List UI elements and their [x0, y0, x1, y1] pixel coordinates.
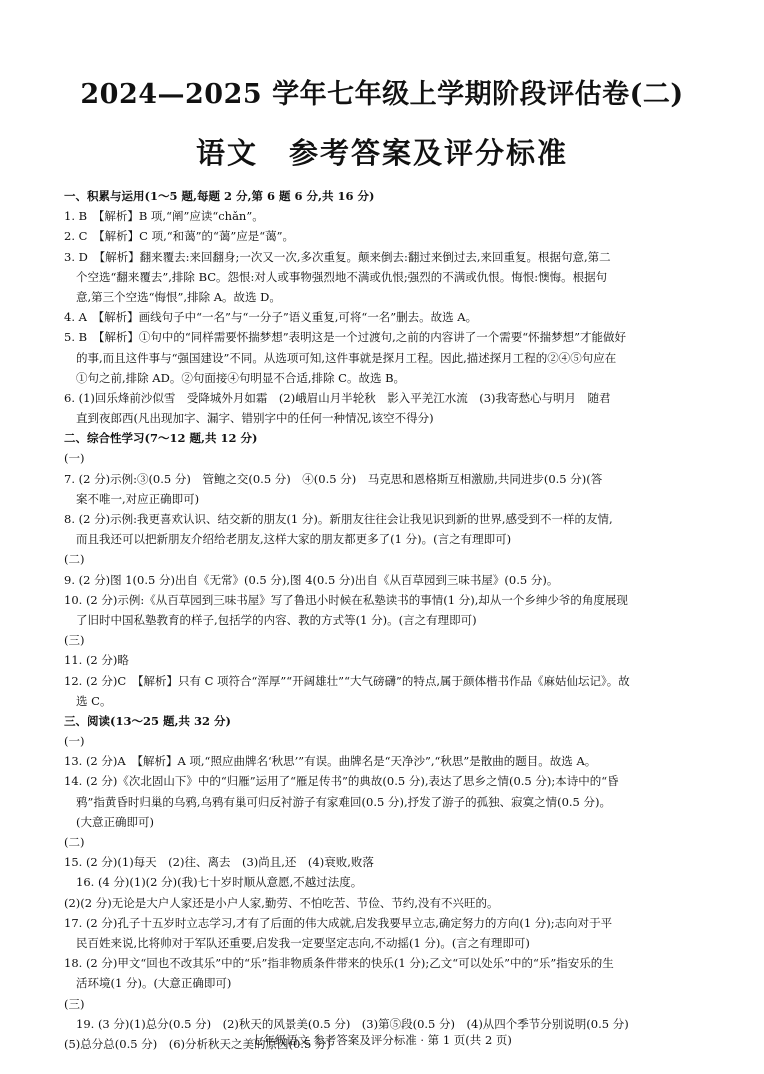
answer-line: 17. (2 分)孔子十五岁时立志学习,才有了后面的伟大成就,启发我要早立志,确定努力的方向(1 分);志向对于平 [64, 915, 613, 930]
section-heading: 三、阅读(13～25 题,共 32 分) [64, 713, 231, 728]
answer-line: 7. (2 分)示例:③(0.5 分) 管鲍之交(0.5 分) ④(0.5 分) 马克思和恩格斯互相激励,共同进步(0.5 分)(答 [64, 471, 603, 486]
answer-line: 2. C 【解析】C 项,“和蔼”的“蔼”应是“蔼”。 [64, 229, 295, 244]
answer-line: 鸦”指黄昏时归巢的乌鸦,乌鸦有巢可归反衬游子有家难回(0.5 分),抒发了游子的孤独、寂寞之情(0.5 分)。 [76, 794, 612, 809]
answer-line: 6. (1)回乐烽前沙似雪 受降城外月如霜 (2)峨眉山月半轮秋 影入平羌江水流 (3)我寄愁心与明月 随君 [64, 390, 611, 405]
answer-line: (三) [64, 996, 85, 1011]
answer-line: 4. A 【解析】画线句子中“一名”与“一分子”语义重复,可将“一名”删去。故选 A。 [64, 310, 478, 325]
answer-line: 18. (2 分)甲文“回也不改其乐”中的“乐”指非物质条件带来的快乐(1 分);乙文“可以处乐”中的“乐”指安乐的生 [64, 956, 614, 971]
answer-line: (二) [64, 552, 85, 567]
page-title: 2024—2025 学年七年级上学期阶段评估卷(二) [80, 79, 684, 110]
answer-line: (二) [64, 835, 85, 849]
answer-line: 而且我还可以把新朋友介绍给老朋友,这样大家的朋友都更多了(1 分)。(言之有理即可) [76, 532, 512, 547]
answer-line: (5)总分总(0.5 分) (6)分析秋天之美的原因(0.5 分) [64, 1036, 331, 1051]
answer-line: 案不唯一,对应正确即可) [76, 491, 200, 506]
answer-line: 选 C。 [76, 693, 112, 708]
answer-body [64, 186, 720, 1054]
answer-line: 3. D 【解析】翻来覆去:来回翻身;一次又一次,多次重复。颠来倒去:翻过来倒过去,来回重复。根据句意,第二 [64, 249, 611, 264]
answer-line: (2)(2 分)无论是大户人家还是小户人家,勤劳、不怕吃苦、节俭、节约,没有不兴旺的。 [64, 895, 499, 910]
answer-line: 直到夜郎西(凡出现加字、漏字、错别字中的任何一种情况,该空不得分) [76, 411, 434, 426]
answer-line: 意,第三个空选“悔恨”,排除 A。故选 D。 [76, 289, 281, 304]
answer-line: 16. (4 分)(1)(2 分)(我)七十岁时顺从意愿,不越过法度。 [76, 875, 363, 890]
page-subtitle: 语文 参考答案及评分标准 [195, 136, 568, 170]
answer-line: 10. (2 分)示例:《从百草园到三味书屋》写了鲁迅小时候在私塾读书的事情(1 分),却从一个乡绅少爷的角度展现 [64, 592, 628, 607]
answer-line: 的事,而且这件事与“强国建设”不同。从选项可知,这件事就是探月工程。因此,描述探月工程的②④⑤句应在 [76, 350, 617, 365]
answer-line: ①句之前,排除 AD。②句面接④句明显不合适,排除 C。故选 B。 [76, 370, 406, 385]
answer-line: 12. (2 分)C 【解析】只有 C 项符合“浑厚”“开阔雄壮”“大气磅礴”的特点,属于颜体楷书作品《麻姑仙坛记》。故 [64, 673, 630, 688]
answer-line: 8. (2 分)示例:我更喜欢认识、结交新的朋友(1 分)。新朋友往往会让我见识到新的世界,感受到不一样的友情, [64, 512, 613, 526]
section-heading: 二、综合性学习(7～12 题,共 12 分) [64, 431, 258, 446]
answer-line: (一) [64, 451, 85, 466]
answer-line: 1. B 【解析】B 项,“阐”应读“chǎn”。 [64, 209, 264, 224]
answer-line: 5. B 【解析】①句中的“同样需要怀揣梦想”表明这是一个过渡句,之前的内容讲了一个需要“怀揣梦想”才能做好 [64, 330, 626, 345]
answer-line: 了旧时中国私塾教育的样子,包括学的内容、教的方式等(1 分)。(言之有理即可) [76, 612, 477, 627]
answer-line: 19. (3 分)(1)总分(0.5 分) (2)秋天的风景美(0.5 分) (3)第⑤段(0.5 分) (4)从四个季节分别说明(0.5 分) [76, 1016, 629, 1031]
section-heading: 一、积累与运用(1～5 题,每题 2 分,第 6 题 6 分,共 16 分) [64, 189, 375, 203]
answer-line: (大意正确即可) [76, 814, 154, 829]
answer-line: (三) [64, 633, 85, 648]
answer-line: (一) [64, 734, 85, 749]
answer-line: 15. (2 分)(1)每天 (2)往、离去 (3)尚且,还 (4)衰败,败落 [64, 855, 374, 870]
answer-line: 个空选“翻来覆去”,排除 BC。怨恨:对人或事物强烈地不满或仇恨;强烈的不满或仇恨。悔恨:懊悔。根据句 [76, 269, 608, 284]
page-footer: 七年级语文 参考答案及评分标准 · 第 1 页(共 2 页) [252, 1033, 512, 1047]
answer-line: 14. (2 分)《次北固山下》中的“归雁”运用了“雁足传书”的典故(0.5 分),表达了思乡之情(0.5 分);本诗中的“昏 [64, 774, 619, 789]
answer-line: 民百姓来说,比将帅对于军队还重要,启发我一定要坚定志向,不动摇(1 分)。(言之有理即可) [76, 935, 530, 950]
answer-line: 9. (2 分)图 1(0.5 分)出自《无常》(0.5 分),图 4(0.5 分)出自《从百草园到三味书屋》(0.5 分)。 [64, 572, 559, 587]
answer-line: 活环境(1 分)。(大意正确即可) [76, 976, 232, 991]
answer-line: 11. (2 分)略 [64, 653, 129, 668]
answer-line: 13. (2 分)A 【解析】A 项,“照应曲牌名‘秋思’”有误。曲牌名是“天净沙”,“秋思”是散曲的题目。故选 A。 [64, 754, 597, 769]
